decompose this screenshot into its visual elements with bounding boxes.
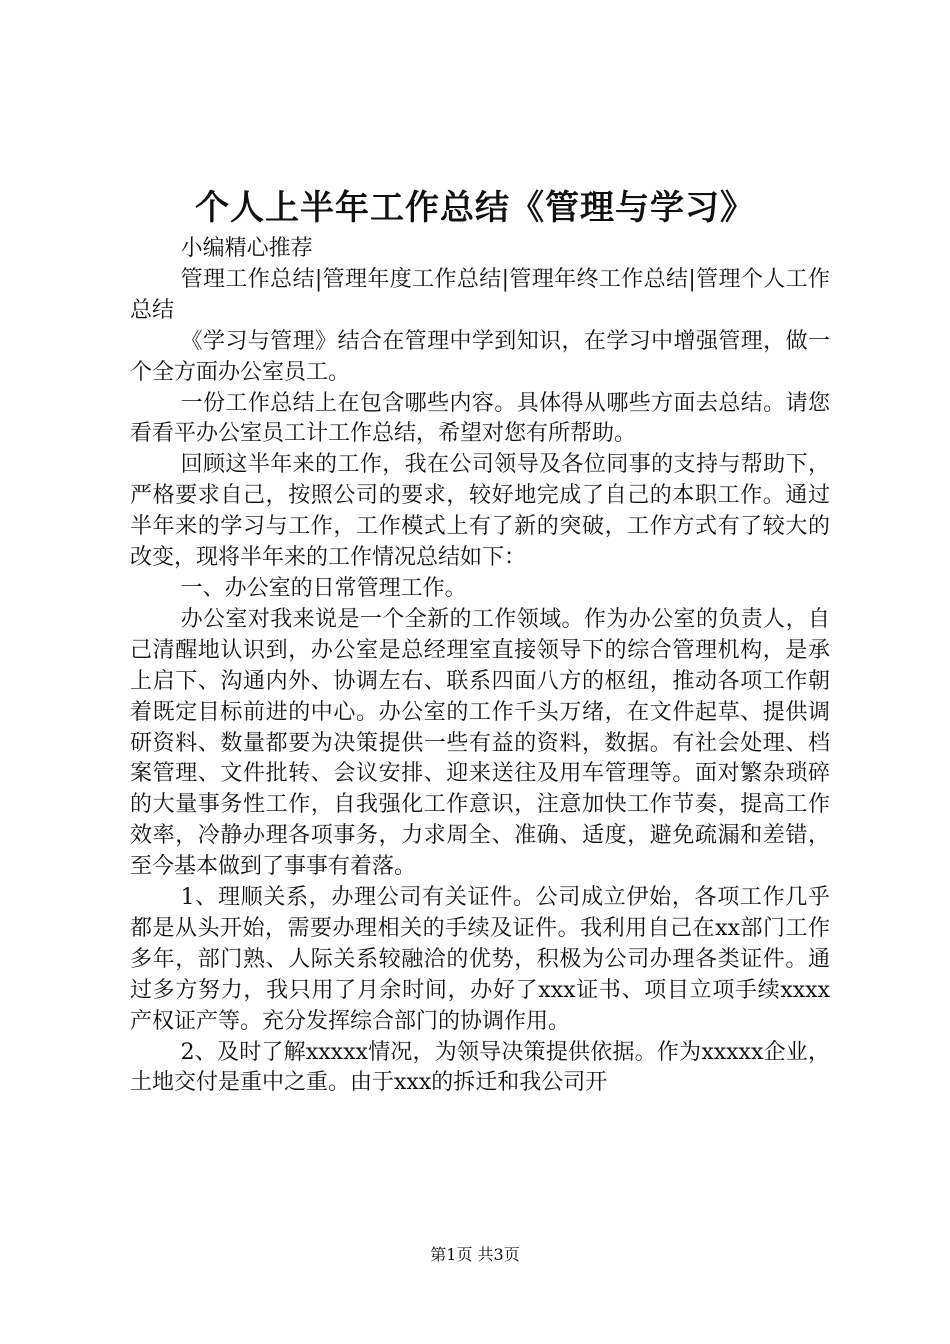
paragraph-intro: 《学习与管理》结合在管理中学到知识，在学习中增强管理，做一个全方面办公室员工。 [130,328,830,385]
paragraph-recommend: 小编精心推荐 [180,236,313,261]
paragraph-review: 回顾这半年来的工作，我在公司领导及各位同事的支持与帮助下，严格要求自己，按照公司的要求，较好地完成了自己的本职工作。通过半年来的学习与工作，工作模式上有了新的突破，工作方式有了较大的改变，现将半年来的工作情况总结如下： [130,452,830,571]
paragraph-summary-contents: 一份工作总结上在包含哪些内容。具体得从哪些方面去总结。请您看看平办公室员工计工作总结，希望对您有所帮助。 [130,390,830,447]
paragraph-related-links: 管理工作总结|管理年度工作总结|管理年终工作总结|管理个人工作总结 [130,266,830,323]
document-body [130,234,830,1099]
section-heading-office-management: 一、办公室的日常管理工作。 [180,575,467,601]
paragraph-item-2: 2、及时了解xxxxx情况，为领导决策提供依据。作为xxxxx企业，土地交付是重中之重。由于xxx的拆迁和我公司开 [130,1039,830,1096]
paragraph-item-1: 1、理顺关系，办理公司有关证件。公司成立伊始，各项工作几乎都是从头开始，需要办理相关的手续及证件。我利用自己在xx部门工作多年，部门熟、人际关系较融洽的优势，积极为公司办理各类证件。通过多方努力，我只用了月余时间，办好了xxx证书、项目立项手续xxxx产权证产等。充分发挥综合部门的协调作用。 [130,885,830,1034]
document-title: 个人上半年工作总结《管理与学习》 [195,188,755,228]
page-footer: 第1页 共3页 [430,1245,520,1264]
paragraph-office-role: 办公室对我来说是一个全新的工作领域。作为办公室的负责人，自己清醒地认识到，办公室是总经理室直接领导下的综合管理机构，是承上启下、沟通内外、协调左右、联系四面八方的枢纽，推动各项工作朝着既定目标前进的中心。办公室的工作千头万绪，在文件起草、提供调研资料、数量都要为决策提供一些有益的资料，数据。有社会处理、档案管理、文件批转、会议安排、迎来送往及用车管理等。面对繁杂琐碎的大量事务性工作，自我强化工作意识，注意加快工作节奏，提高工作效率，冷静办理各项事务，力求周全、准确、适度，避免疏漏和差错，至今基本做到了事事有着落。 [130,606,830,880]
